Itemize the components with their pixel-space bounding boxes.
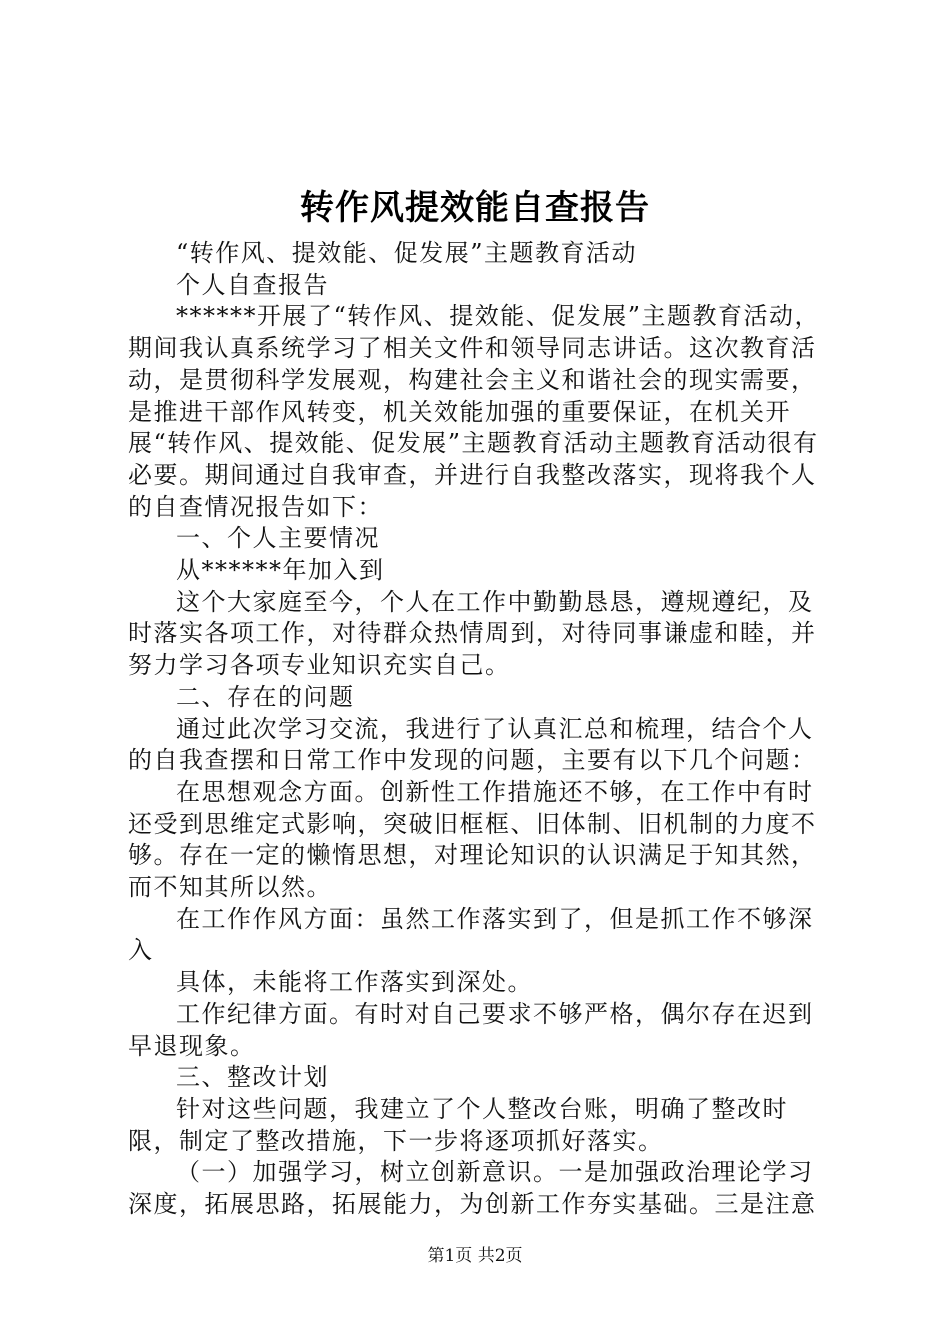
paragraph: 在工作作风方面：虽然工作落实到了，但是抓工作不够深入: [128, 904, 814, 965]
paragraph: 从******年加入到: [176, 556, 385, 585]
page-footer: 第1页 共2页: [427, 1246, 523, 1266]
paragraph: 通过此次学习交流，我进行了认真汇总和梳理，结合个人的自我查摆和日常工作中发现的问题，主要有以下几个问题：: [128, 714, 817, 775]
paragraph: 工作纪律方面。有时对自己要求不够严格，偶尔存在迟到早退现象。: [128, 999, 814, 1060]
paragraph: 具体，未能将工作落实到深处。: [176, 968, 533, 997]
document-body: [128, 238, 838, 1221]
paragraph: 针对这些问题，我建立了个人整改台账，明确了整改时限，制定了整改措施，下一步将逐项抓好落实。: [128, 1094, 788, 1155]
subtitle-line-2: 个人自查报告: [176, 270, 329, 299]
section-heading-1: 一、个人主要情况: [176, 524, 380, 553]
paragraph: 这个大家庭至今，个人在工作中勤勤恳恳，遵规遵纪，及时落实各项工作，对待群众热情周到，对待同事谦虚和睦，并努力学习各项专业知识充实自己。: [128, 587, 817, 680]
paragraph: 在思想观念方面。创新性工作措施还不够，在工作中有时还受到思维定式影响，突破旧框框、旧体制、旧机制的力度不够。存在一定的懒惰思想，对理论知识的认识满足于知其然，而不知其所以然。: [128, 777, 817, 902]
section-heading-3: 三、整改计划: [176, 1063, 329, 1092]
subtitle-line-1: “转作风、提效能、促发展”主题教育活动: [176, 239, 638, 267]
section-heading-2: 二、存在的问题: [176, 682, 355, 711]
document-title: 转作风提效能自查报告: [300, 188, 650, 228]
intro-paragraph: ******开展了“转作风、提效能、促发展”主题教育活动，期间我认真系统学习了相关文件和领导同志讲话。这次教育活动，是贯彻科学发展观，构建社会主义和谐社会的现实需要，是推进干部作风转变，机关效能加强的重要保证，在机关开展“转作风、提效能、促发展”主题教育活动主题教育活动很有必要。期间通过自我审查，并进行自我整改落实，现将我个人的自查情况报告如下：: [128, 302, 821, 521]
paragraph: （一）加强学习，树立创新意识。一是加强政治理论学习深度，拓展思路，拓展能力，为创新工作夯实基础。三是注意: [128, 1158, 817, 1219]
